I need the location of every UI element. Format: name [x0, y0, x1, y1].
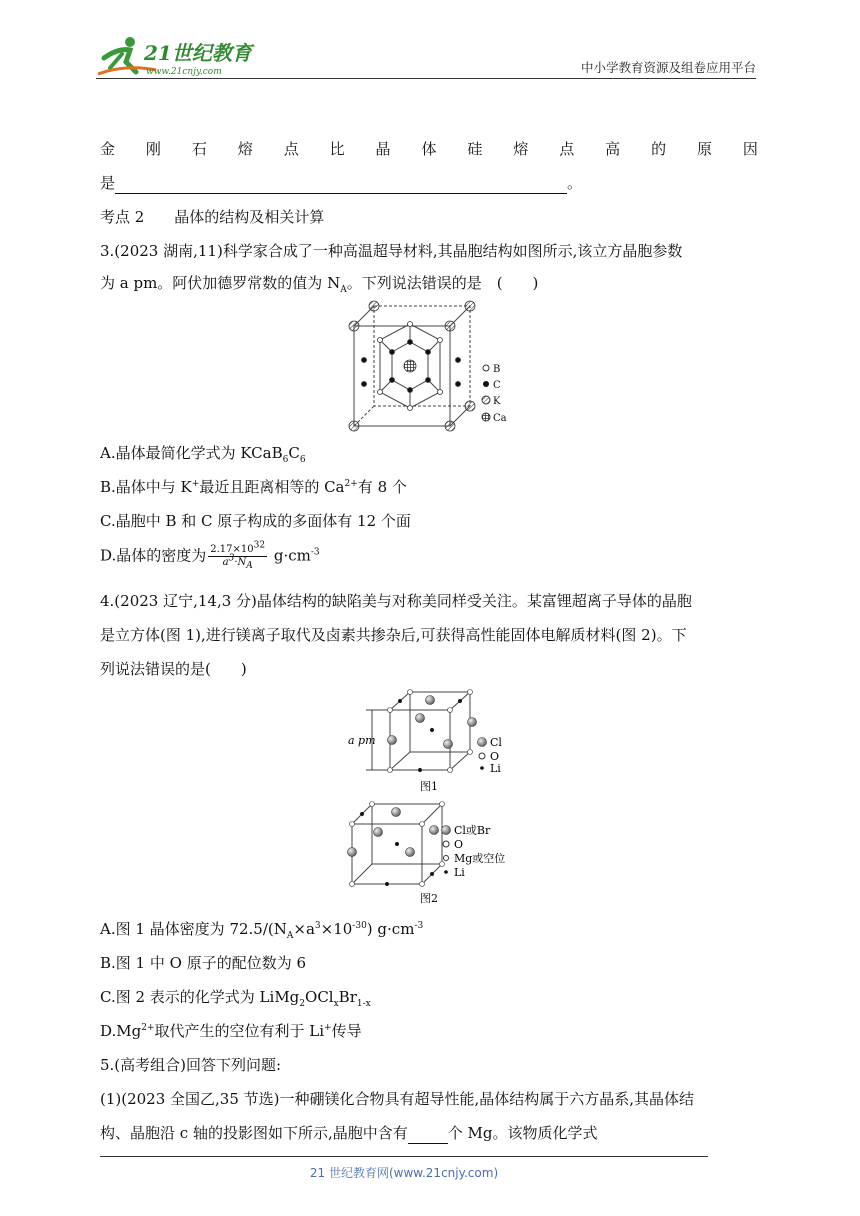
svg-text:Cl或Br: Cl或Br — [454, 824, 491, 837]
intro-char: 的 — [651, 140, 667, 158]
footer-divider — [100, 1156, 708, 1157]
svg-text:图2: 图2 — [420, 892, 438, 905]
footer-text: 21 世纪教育网(www.21cnjy.com) — [309, 1166, 499, 1180]
q3-option-a[interactable]: A.晶体最简化学式为 $KCaB_6C_6$ — [100, 444, 306, 465]
svg-text:21世纪教育: 21世纪教育 — [144, 41, 252, 65]
intro-char: 因 — [742, 140, 758, 158]
q4-text-line1: 4.(2023 辽宁,14,3 分)晶体结构的缺陷美与对称美同样受关注。某富锂超离子导体的晶胞 — [100, 592, 692, 610]
svg-text:a pm: a pm — [348, 734, 376, 747]
intro-char: 石 — [191, 140, 207, 158]
intro-char: 点 — [559, 140, 575, 158]
svg-text:C: C — [493, 380, 501, 391]
q5-title: 5.(高考组合)回答下列问题: — [100, 1056, 282, 1074]
svg-text:Ca: Ca — [493, 413, 507, 424]
section-title: 考点 2 晶体的结构及相关计算 — [100, 208, 325, 226]
q3-text-line2: 为 a pm。阿伏加德罗常数的值为 $N_A$。下列说法错误的是 ( ) — [100, 274, 539, 295]
intro-char: 晶 — [375, 140, 391, 158]
intro-char: 原 — [696, 140, 712, 158]
q4-option-b[interactable]: B.图 1 中 O 原子的配位数为 6 — [100, 954, 307, 972]
site-logo — [96, 34, 256, 80]
header-platform-text: 中小学教育资源及组卷应用平台 — [580, 60, 756, 75]
intro-char: 点 — [283, 140, 299, 158]
svg-text:Cl: Cl — [490, 736, 502, 749]
svg-text:O: O — [454, 838, 464, 851]
intro-char: 熔 — [237, 140, 253, 158]
q3-option-c[interactable]: C.晶胞中 B 和 C 原子构成的多面体有 12 个面 — [100, 512, 411, 530]
q3-option-b[interactable]: B.晶体中与 K+最近且距离相等的 $Ca^{2+}$有 8 个 — [100, 478, 407, 496]
intro-char: 熔 — [513, 140, 529, 158]
q5-text-line2: 构、晶胞沿 c 轴的投影图如下所示,晶胞中含有 个 Mg。该物质化学式 — [100, 1124, 598, 1142]
q4-text-line2: 是立方体(图 1),进行镁离子取代及卤素共掺杂后,可获得高性能固体电解质材料(图 2)。下 — [100, 626, 687, 644]
svg-text:K: K — [493, 396, 501, 407]
intro-char: 硅 — [467, 140, 483, 158]
q5-text-line1: (1)(2023 全国乙,35 节选)一种硼镁化合物具有超导性能,晶体结构属于六方晶系,其晶体结 — [100, 1090, 695, 1108]
svg-text:Li: Li — [490, 762, 501, 775]
q4-option-a[interactable]: A.图 1 晶体密度为 $72.5/(N_A\times a^3\times 10^{-30})$ $g\cdot cm^{-3}$ — [100, 920, 424, 941]
answer-blank[interactable] — [115, 176, 567, 194]
q4-option-c[interactable]: C.图 2 表示的化学式为 $LiMg_2OCl_xBr_{1-x}$ — [100, 988, 371, 1009]
intro-char: 刚 — [145, 140, 161, 158]
svg-text:图1: 图1 — [420, 780, 438, 793]
svg-text:Li: Li — [454, 866, 465, 879]
q4-text-line3: 列说法错误的是( ) — [100, 660, 247, 678]
q-intro-line1 — [100, 138, 758, 160]
intro-char: 体 — [421, 140, 437, 158]
q4-option-d[interactable]: $D.Mg^{2+}$取代产生的空位有利于 Li+传导 — [100, 1022, 362, 1040]
svg-text:B: B — [493, 364, 501, 375]
density-fraction: $\frac{2.17\times 10^{32}}{a^3\cdot N_A}$ — [210, 540, 266, 571]
q4-figure-2 — [340, 796, 530, 912]
header-divider — [96, 78, 756, 79]
q3-text-line1: 3.(2023 湖南,11)科学家合成了一种高温超导材料,其晶胞结构如图所示,该立方晶胞参数 — [100, 242, 683, 260]
q3-crystal-figure — [340, 300, 520, 436]
intro-char: 高 — [605, 140, 621, 158]
svg-text:www.21cnjy.com: www.21cnjy.com — [146, 67, 222, 77]
svg-text:Mg或空位: Mg或空位 — [454, 852, 506, 865]
q4-figure-1 — [348, 684, 532, 796]
mg-count-blank[interactable] — [408, 1126, 448, 1144]
intro-char: 比 — [329, 140, 345, 158]
svg-text:O: O — [490, 750, 500, 763]
q3-option-d[interactable]: D.晶体的密度为 $\frac{2.17\times 10^{32}}{a^3\cdot N_A}$ $g\cdot cm^{-3}$ — [100, 540, 320, 571]
intro-char: 金 — [100, 140, 116, 158]
q-intro-line2: 是 。 — [100, 174, 583, 192]
